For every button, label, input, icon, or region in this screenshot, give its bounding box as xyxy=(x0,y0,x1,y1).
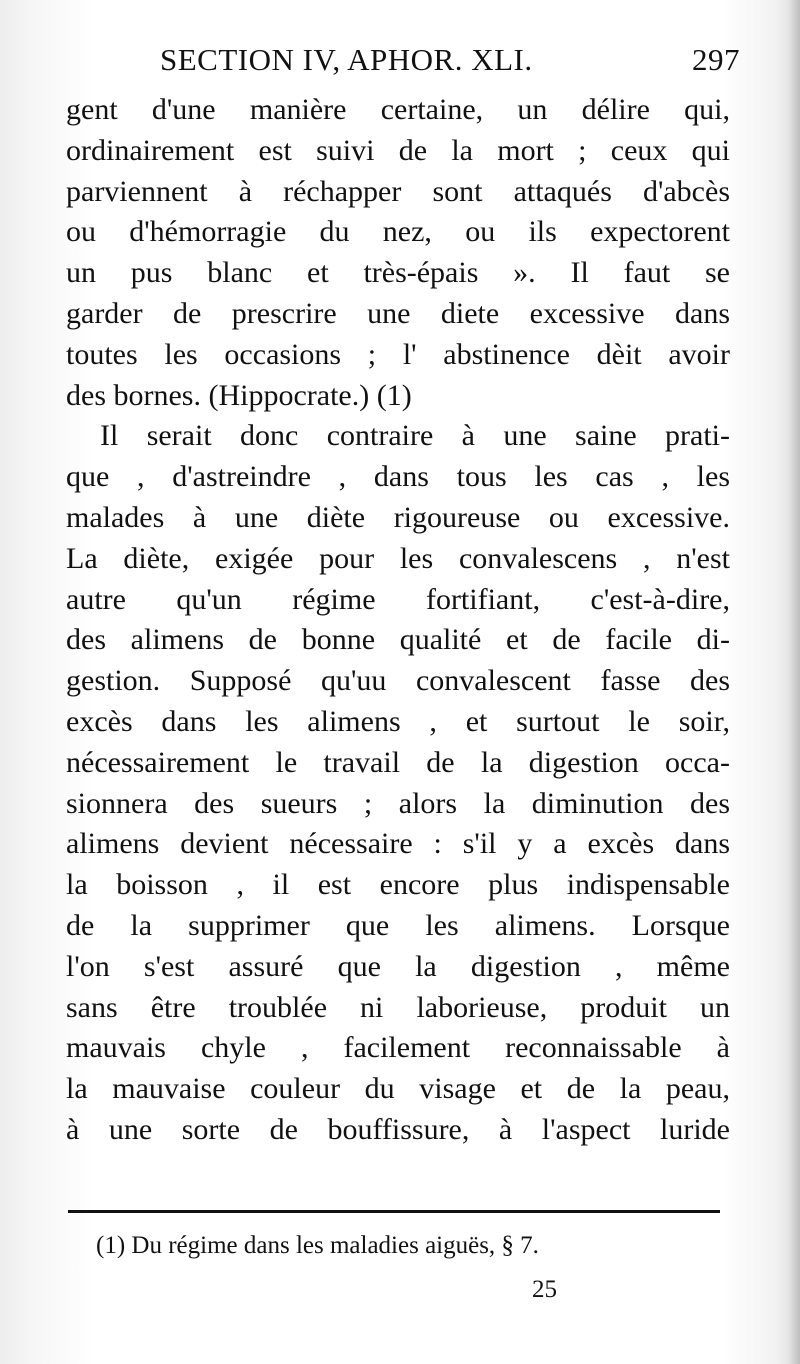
text-line: autre qu'un régime fortifiant, c'est-à-dire, xyxy=(66,582,730,616)
text-line: La diète, exigée pour les convalescens , n'est xyxy=(66,541,730,575)
running-head-title: SECTION IV, APHOR. XLI. xyxy=(160,42,533,77)
running-head xyxy=(160,42,740,78)
text-line: la mauvaise couleur du visage et de la peau, xyxy=(66,1072,730,1106)
page-number: 297 xyxy=(692,42,740,77)
text-line-paragraph-start: Il serait donc contraire à une saine prati- xyxy=(100,419,730,453)
text-line: garder de prescrire une diete excessive dans xyxy=(66,296,730,330)
text-line: des alimens de bonne qualité et de facile di- xyxy=(66,623,730,657)
text-line: excès dans les alimens , et surtout le soir, xyxy=(66,704,730,738)
text-line: ou d'hémorragie du nez, ou ils expectorent xyxy=(66,215,730,249)
text-line: sans être troublée ni laborieuse, produit un xyxy=(66,990,730,1024)
text-line: gent d'une manière certaine, un délire qui, xyxy=(66,93,730,126)
text-line: parviennent à réchapper sont attaqués d'abcès xyxy=(66,174,730,208)
text-line: la boisson , il est encore plus indispensable xyxy=(66,868,730,902)
footnote-rule xyxy=(68,1210,720,1213)
footnote: (1) Du régime dans les maladies aiguës, § 7. xyxy=(96,1232,539,1259)
text-line: à une sorte de bouffissure, à l'aspect luride xyxy=(66,1112,730,1146)
text-line: nécessairement le travail de la digestion occa- xyxy=(66,745,730,779)
text-line: toutes les occasions ; l' abstinence dèit avoir xyxy=(66,337,730,371)
text-line: que , d'astreindre , dans tous les cas , les xyxy=(66,460,730,494)
text-line: mauvais chyle , facilement reconnaissable à xyxy=(66,1031,730,1065)
text-line: ordinairement est suivi de la mort ; ceux qui xyxy=(66,133,730,167)
text-line: un pus blanc et très-épais ». Il faut se xyxy=(66,256,730,290)
signature-mark: 25 xyxy=(532,1276,557,1303)
page-edge-shadow xyxy=(788,0,800,1364)
body-text xyxy=(66,90,730,1151)
text-line: gestion. Supposé qu'uu convalescent fasse des xyxy=(66,664,730,698)
text-line: malades à une diète rigoureuse ou excessive. xyxy=(66,500,730,534)
text-line: alimens devient nécessaire : s'il y a excès dans xyxy=(66,827,730,861)
text-line: l'on s'est assuré que la digestion , même xyxy=(66,949,730,983)
text-line: sionnera des sueurs ; alors la diminution des xyxy=(66,786,730,820)
text-line: de la supprimer que les alimens. Lorsque xyxy=(66,908,730,942)
text-line-paragraph-end: des bornes. (Hippocrate.) (1) xyxy=(66,378,412,412)
